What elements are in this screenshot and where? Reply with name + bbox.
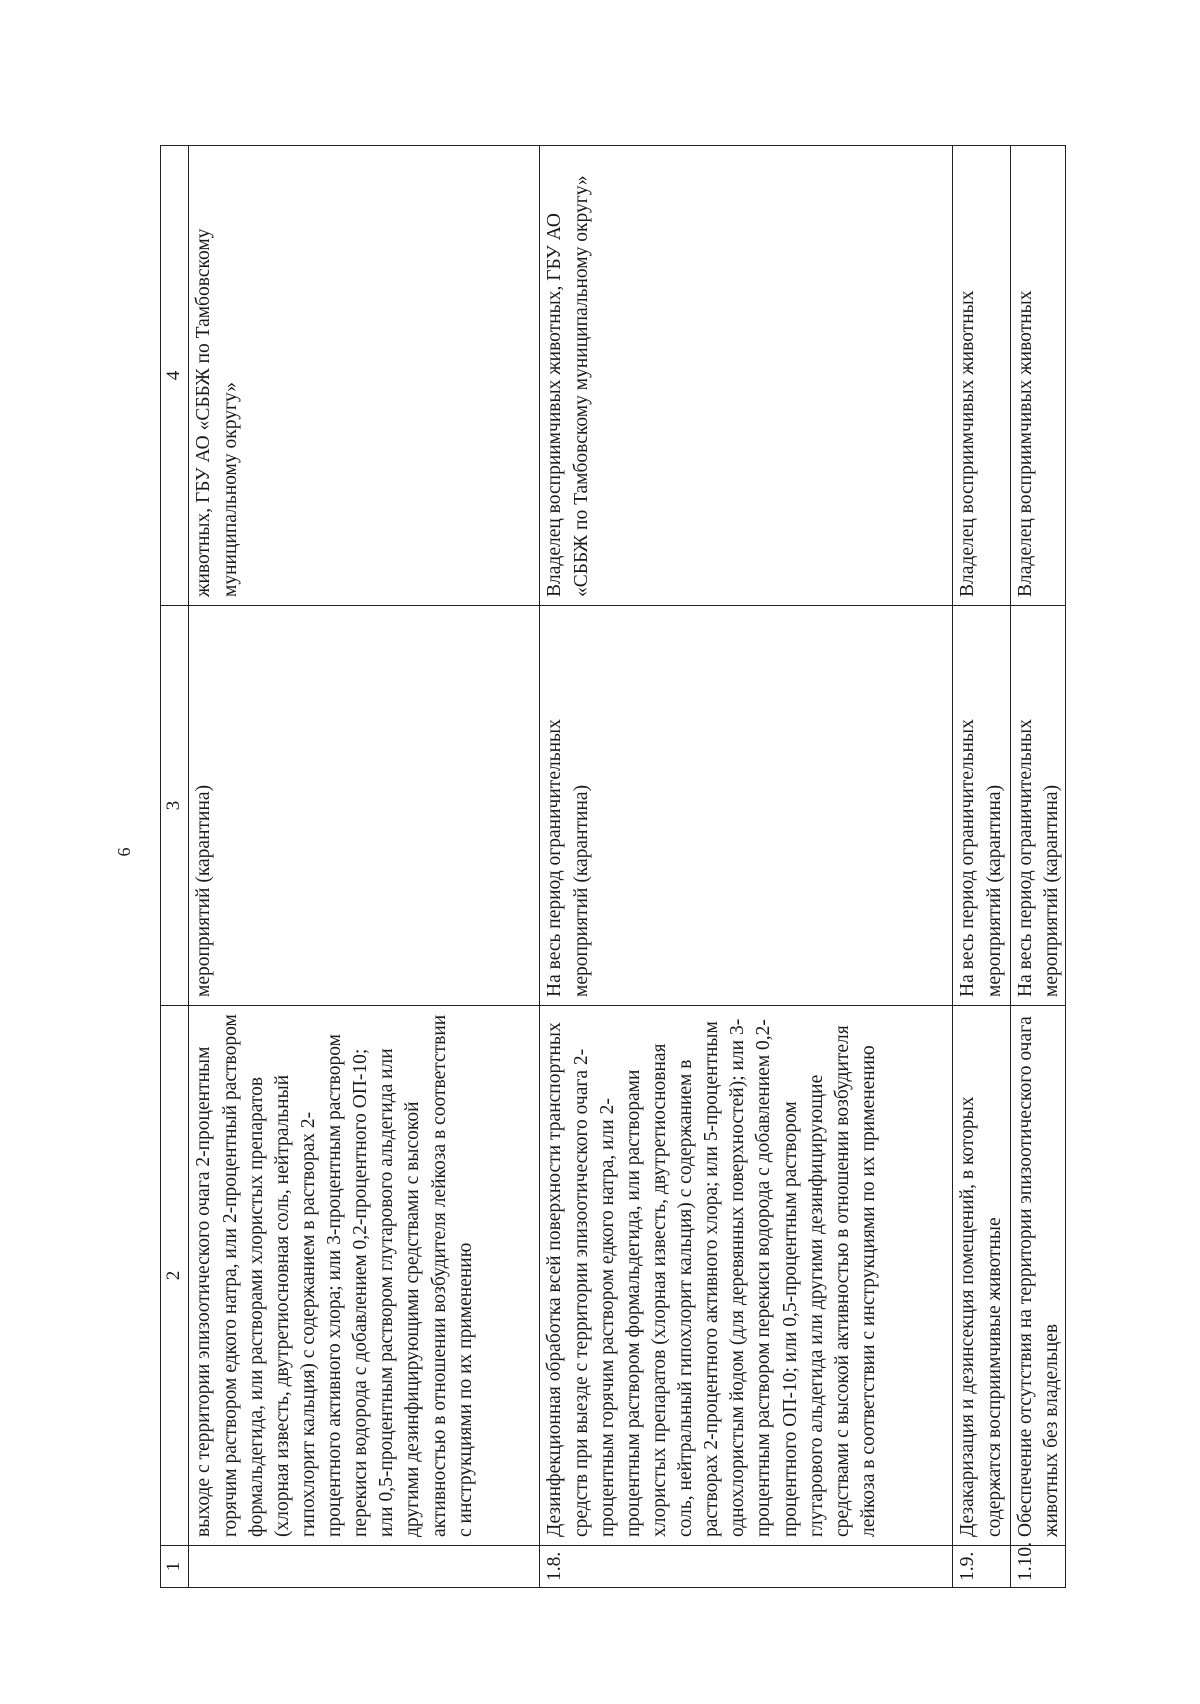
measure-cell: выходе с территории эпизоотического очага 2-процентным горячим раствором едкого натра, или 2-процентный раствором формальдегида, или растворами хлористых препаратов (хлорная известь, двутретиосновная соль, нейтральный гипохлорит кальция) с содержанием в растворах 2-процентного активного хлора; или 3-процентным раствором перекиси водорода с добавлением 0,2-процентного ОП-10; или 0,5-процентным раствором глутарового альдегида или другими дезинфицирующими средствами с высокой активностью в отношении возбудителя лейкоза в соответствии с инструкциями по их применению — [189, 1006, 540, 1546]
measure-cell: Дезинфекционная обработка всей поверхности транспортных средств при выезде с территории эпизоотического очага 2-процентным горячим раствором едкого натра, или 2-процентным раствором формальдегида, или растворами хлористых препаратов (хлорная известь, двутретиосновная соль, нейтральный гипохлорит кальция) с содержанием в растворах 2-процентного активного хлора; или 5-процентным однохлористым йодом (для деревянных поверхностей); или 3-процентным раствором перекиси водорода с добавлением 0,2-процентного ОП-10; или 0,5-процентным раствором глутарового альдегида или другими дезинфицирующие средствами с высокой активностью в отношении возбудителя лейкоза в соответствии с инструкциями по их применению — [540, 1006, 953, 1546]
rotated-table-container — [160, 146, 1180, 1588]
row-number — [1010, 1542, 1065, 1588]
responsible-cell: Владелец восприимчивых животных — [953, 146, 1010, 606]
header-row — [161, 146, 189, 1588]
row-number: 1.8. — [540, 1546, 953, 1588]
period-cell: мероприятий (карантина) — [189, 606, 540, 1006]
period-cell — [1010, 606, 1065, 1006]
measures-table — [160, 145, 1066, 1588]
measure-cell — [1010, 1006, 1065, 1546]
header-col-1: 1 — [161, 1546, 189, 1588]
row-number — [189, 1546, 540, 1588]
header-col-2: 2 — [161, 1006, 189, 1546]
table-row — [1010, 146, 1065, 1588]
measure-cell: Дезакаризация и дезинсекция помещений, в которых содержатся восприимчивые животные — [953, 1006, 1010, 1546]
row-number-text: 1.10. — [1014, 1542, 1036, 1581]
header-col-4: 4 — [161, 146, 189, 606]
period-cell: На весь период ограничительных мероприятий (карантина) — [540, 606, 953, 1006]
responsible-cell — [1010, 146, 1065, 606]
measure-text: Обеспечение отсутствия на территории эпизоотического очага животных без владельцев — [1014, 1016, 1062, 1537]
row-number: 1.9. — [953, 1546, 1010, 1588]
table-row — [189, 146, 540, 1588]
period-cell: На весь период ограничительных мероприятий (карантина) — [953, 606, 1010, 1006]
table-row — [953, 146, 1010, 1588]
responsible-cell: Владелец восприимчивых животных, ГБУ АО «СББЖ по Тамбовскому муниципальному округу» — [540, 146, 953, 606]
responsible-text: Владелец восприимчивых животных — [1014, 290, 1036, 597]
responsible-cell: животных, ГБУ АО «СББЖ по Тамбовскому муниципальному округу» — [189, 146, 540, 606]
table-frame — [160, 146, 1180, 1588]
period-text: На весь период ограничительных мероприятий (карантина) — [1014, 719, 1062, 997]
table-row — [540, 146, 953, 1588]
page-number: 6 — [114, 847, 134, 857]
header-col-3: 3 — [161, 606, 189, 1006]
